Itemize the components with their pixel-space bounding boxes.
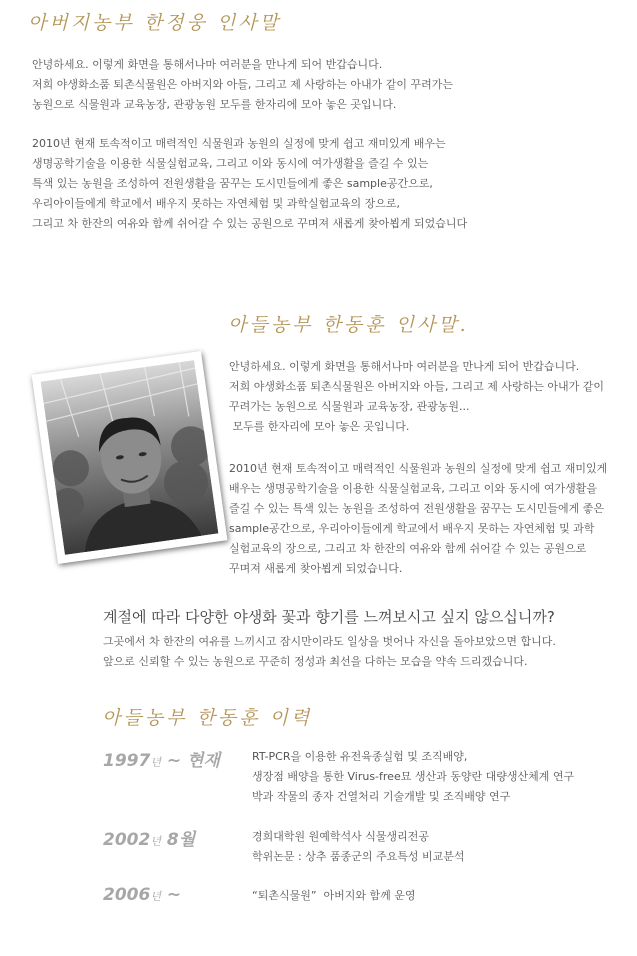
text-line: 2010년 현재 토속적이고 매력적인 식물원과 농원의 실정에 맞게 쉽고 재미있게 배우는 [32, 137, 446, 150]
year-unit: 년 [150, 890, 161, 903]
text-line: “퇴촌식물원” 아버지와 함께 운영 [252, 889, 416, 902]
year-unit: 년 [150, 835, 161, 848]
son-greeting-para1 [229, 357, 604, 437]
text-line: 배우는 생명공학기술을 이용한 식물실험교육, 그리고 이와 동시에 여가생활을 [229, 482, 598, 495]
text-line: 그리고 차 한잔의 여유와 함께 쉬어갈 수 있는 공원으로 꾸며져 새롭게 찾아뵙게 되었습니다 [32, 217, 468, 230]
son-greeting-para2 [229, 459, 607, 579]
text-line: 경희대학원 원예학석사 식물생리전공 [252, 830, 430, 843]
history-desc-1997 [252, 747, 574, 807]
message-body [103, 632, 556, 672]
text-line: 앞으로 신뢰할 수 있는 농원으로 꾸준히 정성과 최선을 다하는 모습을 약속 드리겠습니다. [103, 655, 528, 668]
father-greeting-para1 [32, 55, 453, 115]
text-line: 실험교육의 장으로, 그리고 차 한잔의 여유와 함께 쉬어갈 수 있는 공원으로 [229, 542, 587, 555]
son-greeting-title: 아들농부 한동훈 인사말. [228, 314, 469, 336]
text-line: 안녕하세요. 이렇게 화면을 통해서나마 여러분을 만나게 되어 반갑습니다. [229, 360, 580, 373]
text-line: 모두를 한자리에 모아 놓은 곳입니다. [229, 420, 410, 433]
text-line: 학위논문 : 상추 품종군의 주요특성 비교분석 [252, 850, 465, 863]
year-suffix: 8월 [160, 830, 196, 850]
text-line: 즐길 수 있는 특색 있는 농원을 조성하여 전원생활을 꿈꾸는 도시민들에게 좋은 [229, 502, 604, 515]
text-line: sample공간으로, 우리아이들에게 학교에서 배우지 못하는 자연체험 및 과학 [229, 522, 595, 535]
year-number: 2006 [103, 885, 151, 905]
text-line: 꾸려가는 농원으로 식물원과 교육농장, 관광농원... [229, 400, 470, 413]
text-line: 농원으로 식물원과 교육농장, 관광농원 모두를 한자리에 모아 놓은 곳입니다. [32, 98, 397, 111]
father-greeting-title: 아버지농부 한정웅 인사말 [28, 12, 281, 34]
text-line: 저희 야생화소품 퇴촌식물원은 아버지와 아들, 그리고 제 사랑하는 아내가 같이 [229, 380, 604, 393]
history-title: 아들농부 한동훈 이력 [102, 707, 313, 729]
history-year-2002 [103, 825, 195, 850]
year-number: 1997 [103, 751, 151, 771]
text-line: 특색 있는 농원을 조성하여 전원생활을 꿈꾸는 도시민들에게 좋은 sample공간으로, [32, 177, 433, 190]
history-year-1997 [103, 746, 220, 771]
history-desc-2002 [252, 827, 464, 867]
text-line: 박과 작물의 종자 건열처리 기술개발 및 조직배양 연구 [252, 790, 511, 803]
year-unit: 년 [150, 756, 161, 769]
year-number: 2002 [103, 830, 151, 850]
text-line: 저희 야생화소품 퇴촌식물원은 아버지와 아들, 그리고 제 사랑하는 아내가 같이 꾸려가는 [32, 78, 453, 91]
text-line: 2010년 현재 토속적이고 매력적인 식물원과 농원의 실정에 맞게 쉽고 재미있게 [229, 462, 608, 475]
year-suffix: ~ [160, 885, 182, 905]
history-year-2006 [103, 885, 181, 905]
text-line: RT-PCR을 이용한 유전육종실험 및 조직배양, [252, 750, 468, 763]
son-portrait-frame [32, 351, 228, 564]
text-line: 우리아이들에게 학교에서 배우지 못하는 자연체험 및 과학실험교육의 장으로, [32, 197, 401, 210]
year-suffix: ~ 현재 [160, 751, 220, 771]
text-line: 꾸며져 새롭게 찾아뵙게 되었습니다. [229, 562, 403, 575]
father-greeting-para2 [32, 134, 467, 234]
history-desc-2006 [252, 886, 416, 906]
text-line: 안녕하세요. 이렇게 화면을 통해서나마 여러분을 만나게 되어 반갑습니다. [32, 58, 383, 71]
message-headline: 계절에 따라 다양한 야생화 꽃과 향기를 느껴보시고 싶지 않으십니까? [103, 608, 555, 626]
son-portrait-photo [41, 360, 219, 555]
text-line: 생명공학기술을 이용한 식물실험교육, 그리고 이와 동시에 여가생활을 즐길 수 있는 [32, 157, 429, 170]
text-line: 그곳에서 차 한잔의 여유를 느끼시고 잠시만이라도 일상을 벗어나 자신을 돌아보았으면 합니다. [103, 635, 556, 648]
text-line: 생장점 배양을 통한 Virus-free묘 생산과 동양란 대량생산체계 연구 [252, 770, 575, 783]
